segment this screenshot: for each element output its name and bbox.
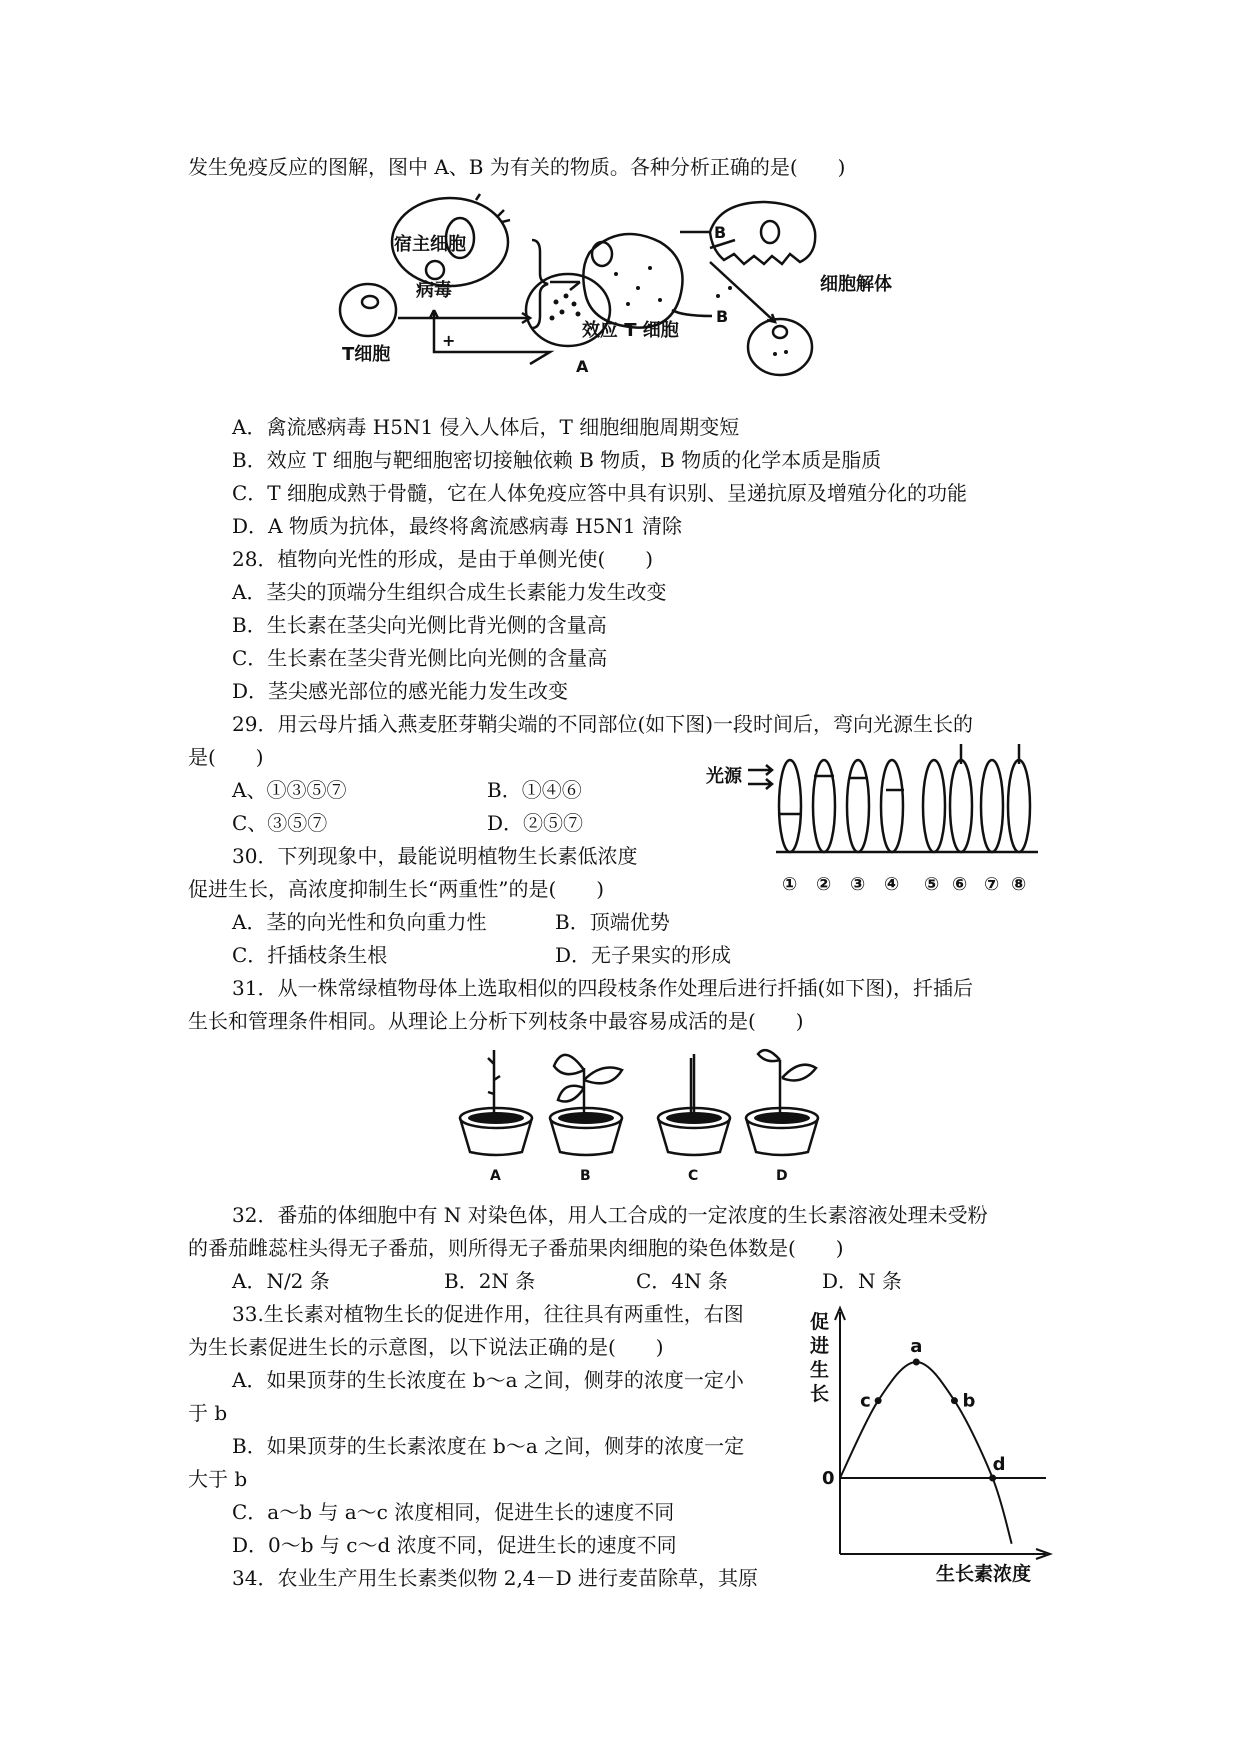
q30-option-a: A．茎的向光性和负向重力性 bbox=[232, 910, 487, 934]
cuttings-figure bbox=[460, 1040, 840, 1184]
q33-option-c: C．a～b 与 a～c 浓度相同，促进生长的速度不同 bbox=[232, 1500, 675, 1524]
q28-stem: 28．植物向光性的形成，是由于单侧光使( ) bbox=[232, 547, 654, 571]
immune-response-figure bbox=[342, 192, 940, 402]
t-cell-label: T细胞 bbox=[342, 344, 391, 365]
virus-icon bbox=[426, 261, 444, 279]
q28-option-b: B．生长素在茎尖向光侧比背光侧的含量高 bbox=[232, 613, 607, 637]
point-b bbox=[951, 1397, 958, 1404]
q28-option-d: D．茎尖感光部位的感光能力发生改变 bbox=[232, 679, 569, 703]
q31-stem: 31．从一株常绿植物母体上选取相似的四段枝条作处理后进行扦插(如下图)，扦插后 bbox=[232, 976, 974, 1000]
coleoptile-label-1: ① bbox=[782, 874, 798, 895]
q28-option-c: C．生长素在茎尖背光侧比向光侧的含量高 bbox=[232, 646, 608, 670]
q33-option-a-cont: 于 b bbox=[188, 1401, 228, 1425]
coleoptile-label-2: ② bbox=[816, 874, 832, 895]
q30-stem-cont: 促进生长，高浓度抑制生长“两重性”的是( ) bbox=[188, 877, 605, 901]
q28-option-a: A．茎尖的顶端分生组织合成生长素能力发生改变 bbox=[232, 580, 667, 604]
coleoptile-label-6: ⑥ bbox=[952, 874, 968, 895]
q29-option-b: B．①④⑥ bbox=[487, 778, 582, 802]
lysed-cell-2 bbox=[748, 319, 812, 375]
point-label-c: c bbox=[860, 1390, 871, 1412]
q33-option-a: A．如果顶芽的生长浓度在 b～a 之间，侧芽的浓度一定小 bbox=[232, 1368, 744, 1392]
cutting-label-b: B bbox=[580, 1168, 591, 1184]
coleoptile-label-5: ⑤ bbox=[924, 874, 940, 895]
q29-stem-cont: 是( ) bbox=[188, 745, 264, 769]
q29-option-d: D．②⑤⑦ bbox=[487, 811, 584, 835]
q32-option-b: B．2N 条 bbox=[444, 1269, 536, 1293]
q32-stem: 32．番茄的体细胞中有 N 对染色体，用人工合成的一定浓度的生长素溶液处理未受粉 bbox=[232, 1203, 988, 1227]
q29-option-a: A、①③⑤⑦ bbox=[232, 778, 347, 802]
effector-t-cell-label: 效应 T 细胞 bbox=[582, 320, 679, 341]
q33-stem-cont: 为生长素促进生长的示意图，以下说法正确的是( ) bbox=[188, 1335, 664, 1359]
point-label-b: b bbox=[962, 1390, 976, 1412]
cutting-label-c: C bbox=[688, 1168, 699, 1184]
point-a bbox=[913, 1359, 920, 1366]
point-c bbox=[875, 1397, 882, 1404]
q29-stem: 29．用云母片插入燕麦胚芽鞘尖端的不同部位(如下图)一段时间后，弯向光源生长的 bbox=[232, 712, 974, 736]
t-cell bbox=[340, 284, 396, 336]
point-label-d: d bbox=[992, 1454, 1006, 1475]
label-a: A bbox=[576, 357, 589, 376]
coleoptile-figure bbox=[706, 740, 1046, 895]
q34-stem: 34．农业生产用生长素类似物 2,4－D 进行麦苗除草，其原 bbox=[232, 1566, 759, 1590]
coleoptile-label-8: ⑧ bbox=[1011, 874, 1027, 895]
q30-stem: 30．下列现象中，最能说明植物生长素低浓度 bbox=[232, 844, 638, 868]
q27-option-a: A．禽流感病毒 H5N1 侵入人体后，T 细胞细胞周期变短 bbox=[232, 415, 740, 439]
q30-option-c: C．扦插枝条生根 bbox=[232, 943, 388, 967]
cutting-label-d: D bbox=[776, 1168, 788, 1184]
q30-option-d: D．无子果实的形成 bbox=[555, 943, 732, 967]
label-b-bottom: B bbox=[716, 307, 729, 326]
q33-option-d: D．0～b 与 c～d 浓度不同，促进生长的速度不同 bbox=[232, 1533, 677, 1557]
coleoptile-label-7: ⑦ bbox=[984, 874, 1000, 895]
q32-stem-cont: 的番茄雌蕊柱头得无子番茄，则所得无子番茄果肉细胞的染色体数是( ) bbox=[188, 1236, 844, 1260]
label-b-top: B bbox=[714, 223, 727, 242]
y-axis-label-2: 进 bbox=[810, 1335, 830, 1357]
q33-stem: 33.生长素对植物生长的促进作用，往往具有两重性，右图 bbox=[232, 1302, 744, 1326]
cutting-label-a: A bbox=[490, 1168, 501, 1184]
light-source-label: 光源 bbox=[706, 766, 742, 787]
plus-sign: + bbox=[442, 331, 456, 350]
q32-option-c: C．4N 条 bbox=[636, 1269, 728, 1293]
auxin-growth-chart bbox=[810, 1304, 1070, 1585]
target-cell bbox=[583, 234, 682, 328]
host-cell-label: 宿主细胞 bbox=[394, 234, 466, 255]
intro-text: 发生免疫反应的图解，图中 A、B 为有关的物质。各种分析正确的是( ) bbox=[188, 155, 846, 179]
origin-label: 0 bbox=[822, 1468, 835, 1489]
growth-curve bbox=[840, 1362, 1012, 1544]
q27-option-d: D．A 物质为抗体，最终将禽流感病毒 H5N1 清除 bbox=[232, 514, 682, 538]
q29-option-c: C、③⑤⑦ bbox=[232, 811, 328, 835]
q33-option-b: B．如果顶芽的生长素浓度在 b～a 之间，侧芽的浓度一定 bbox=[232, 1434, 745, 1458]
cell-lysis-label: 细胞解体 bbox=[820, 274, 892, 295]
y-axis-label-3: 生 bbox=[810, 1359, 830, 1381]
q27-option-b: B．效应 T 细胞与靶细胞密切接触依赖 B 物质，B 物质的化学本质是脂质 bbox=[232, 448, 882, 472]
point-d bbox=[989, 1475, 996, 1482]
x-axis-label: 生长素浓度 bbox=[936, 1563, 1032, 1585]
virus-label: 病毒 bbox=[416, 280, 452, 301]
q33-option-b-cont: 大于 b bbox=[188, 1467, 248, 1491]
coleoptile-label-4: ④ bbox=[884, 874, 900, 895]
coleoptile-label-3: ③ bbox=[850, 874, 866, 895]
q32-option-a: A．N/2 条 bbox=[232, 1269, 330, 1293]
point-label-a: a bbox=[910, 1336, 923, 1357]
q30-option-b: B．顶端优势 bbox=[555, 910, 670, 934]
y-axis-label-4: 长 bbox=[810, 1383, 830, 1405]
q32-option-d: D．N 条 bbox=[822, 1269, 902, 1293]
q27-option-c: C．T 细胞成熟于骨髓，它在人体免疫应答中具有识别、呈递抗原及增殖分化的功能 bbox=[232, 481, 967, 505]
q31-stem-cont: 生长和管理条件相同。从理论上分析下列枝条中最容易成活的是( ) bbox=[188, 1009, 804, 1033]
y-axis-label-1: 促 bbox=[810, 1311, 830, 1333]
